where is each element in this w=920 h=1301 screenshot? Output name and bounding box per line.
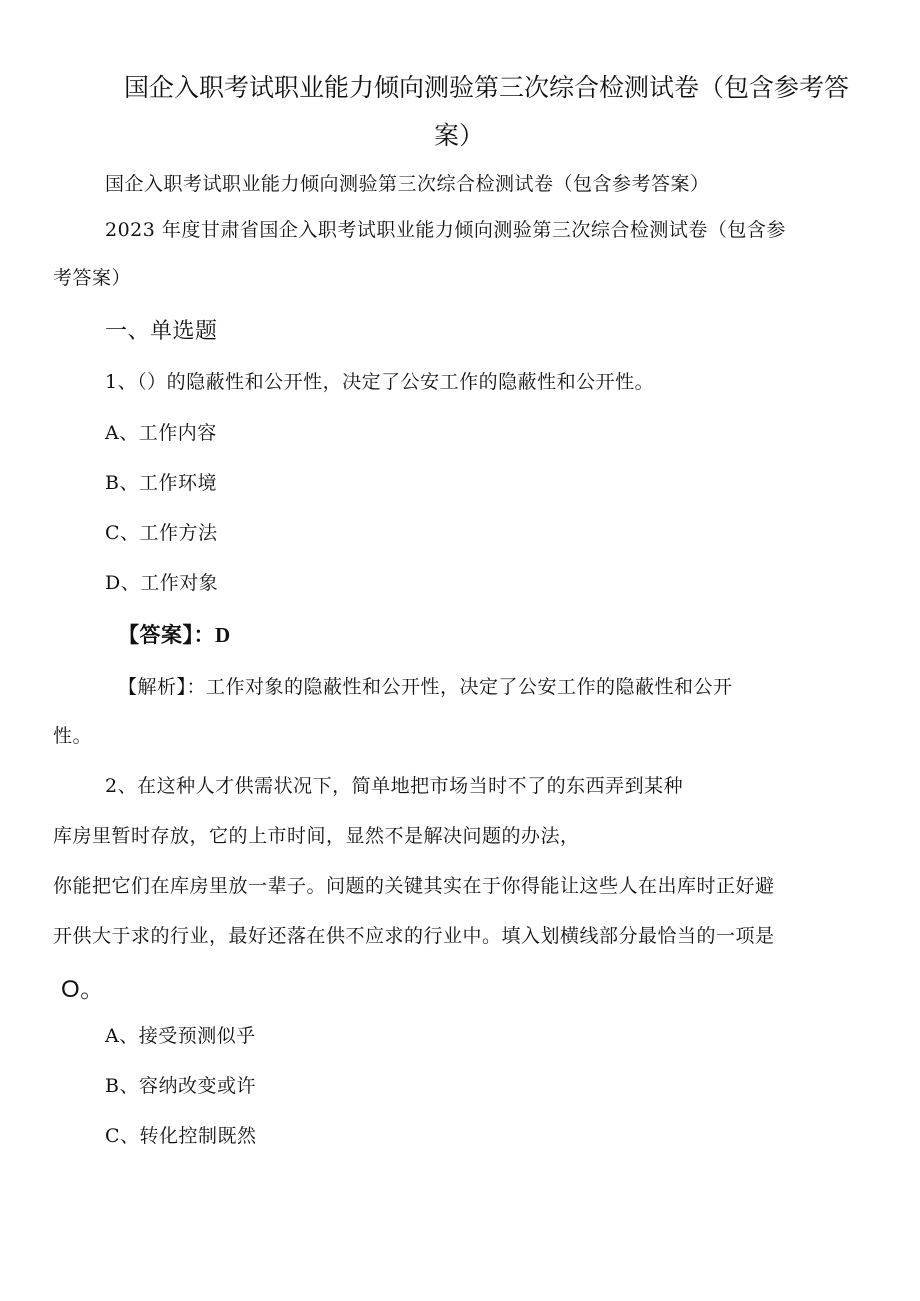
answer-label: 【答案】： xyxy=(118,623,215,647)
document-title-line-1: 国企入职考试职业能力倾向测验第三次综合检测试卷（包含参考答 xyxy=(124,73,850,102)
question-2-option-a: A、接受预测似乎 xyxy=(105,1025,256,1047)
question-2-stem-line-1: 2、在这种人才供需状况下，简单地把市场当时不了的东西弄到某种 xyxy=(105,775,684,797)
question-2-option-c: C、转化控制既然 xyxy=(105,1125,257,1147)
question-1-stem: 1、（）的隐蔽性和公开性，决定了公安工作的隐蔽性和公开性。 xyxy=(105,371,655,393)
question-2-blank-mark: O。 xyxy=(61,976,105,1003)
question-2-stem-line-4: 开供大于求的行业，最好还落在供不应求的行业中。填入划横线部分最恰当的一项是 xyxy=(53,925,775,947)
question-1-answer xyxy=(118,621,231,649)
question-2-option-b: B、容纳改变或许 xyxy=(105,1075,256,1097)
question-2-stem-line-2: 库房里暂时存放，它的上市时间，显然不是解决问题的办法， xyxy=(53,825,580,847)
question-1-analysis-line-2: 性。 xyxy=(53,725,93,747)
answer-value: D xyxy=(215,623,231,647)
intro-line-2: 考答案） xyxy=(53,267,132,289)
question-1-option-d: D、工作对象 xyxy=(105,572,219,594)
question-1-option-c: C、工作方法 xyxy=(105,522,218,544)
question-2-stem-line-3: 你能把它们在库房里放一辈子。问题的关键其实在于你得能让这些人在出库时正好避 xyxy=(53,875,775,897)
document-title-line-2: 案） xyxy=(434,121,485,150)
intro-line-1: 2023 年度甘肃省国企入职考试职业能力倾向测验第三次综合检测试卷（包含参 xyxy=(105,219,786,241)
question-1-option-b: B、工作环境 xyxy=(105,472,217,494)
question-1-option-a: A、工作内容 xyxy=(105,422,217,444)
section-heading: 一、单选题 xyxy=(105,319,218,344)
question-1-analysis-line-1: 【解析】：工作对象的隐蔽性和公开性，决定了公安工作的隐蔽性和公开 xyxy=(118,676,733,698)
document-subtitle: 国企入职考试职业能力倾向测验第三次综合检测试卷（包含参考答案） xyxy=(105,173,710,195)
